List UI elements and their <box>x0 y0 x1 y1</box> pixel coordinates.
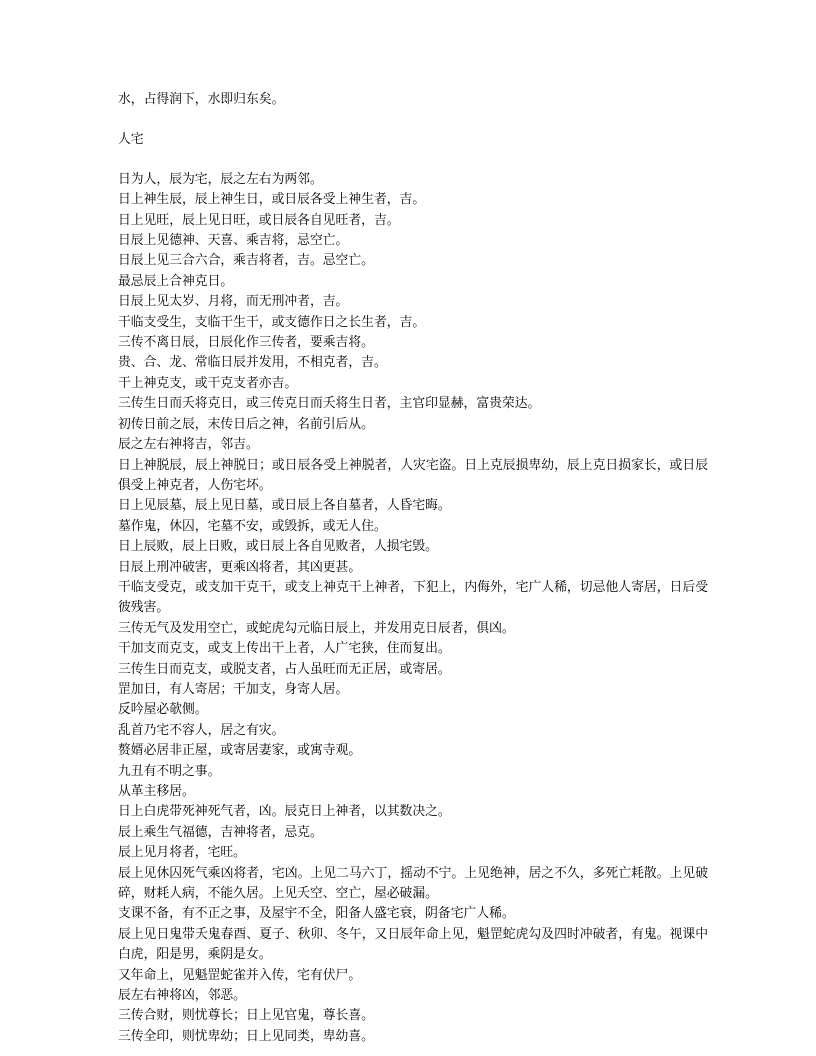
text-line: 日上见旺，辰上见日旺，或日辰各自见旺者，吉。 <box>118 212 400 228</box>
text-line: 干临支受生，支临干生干，或支德作日之长生者，吉。 <box>118 314 426 330</box>
body-text-block <box>118 170 708 1047</box>
text-line: 从革主移居。 <box>118 784 195 799</box>
text-line: 三传合财，则忧尊长；日上见官鬼，尊长喜。 <box>118 1008 374 1024</box>
text-line: 日辰上见三合六合，乘吉将者，吉。忌空亡。 <box>118 253 374 269</box>
text-line: 日上辰败，辰上日败，或日辰上各自见败者，人损宅毁。 <box>118 539 438 555</box>
text-line: 三传生日而夭将克日，或三传克日而夭将生日者，主官印显赫，富贵荣达。 <box>118 396 541 412</box>
text-line: 贵、合、龙、常临日辰并发用，不相克者，吉。 <box>118 355 387 371</box>
text-line: 干上神克支，或干克支者亦吉。 <box>118 375 298 391</box>
text-line: 日上神生辰，辰上神生日，或日辰各受上神生者，吉。 <box>118 192 426 208</box>
section-heading: 人宅 <box>118 132 144 148</box>
text-line: 日辰上刑冲破害，更乘凶将者，其凶更甚。 <box>118 559 362 575</box>
text-line: 日为人，辰为宅，辰之左右为两邻。 <box>118 171 323 187</box>
text-line: 辰上见休囚死气乘凶将者，宅凶。上见二马六丁，摇动不宁。上见绝神，居之不久，多死亡耗散。上见破碎，财耗人病，不能久居。上见夭空、空亡，屋必破漏。 <box>118 865 708 902</box>
text-line: 又年命上，见魁罡蛇雀并入传，宅有伏尸。 <box>118 967 362 983</box>
text-line: 九丑有不明之事。 <box>118 763 221 779</box>
text-line: 日上白虎带死神死气者，凶。辰克日上神者，以其数决之。 <box>118 804 451 820</box>
text-line: 墓作鬼，休囚，宅墓不安，或毁拆，或无人住。 <box>118 518 387 534</box>
text-line: 支课不备，有不正之事，及屋宇不全，阳备人盛宅衰，阴备宅广人稀。 <box>118 906 515 922</box>
text-line: 辰之左右神将吉，邻吉。 <box>118 437 259 453</box>
text-line: 初传日前之辰，末传日后之神，名前引后从。 <box>118 416 374 432</box>
spacer <box>118 110 708 130</box>
text-line: 辰上见月将者，宅旺。 <box>118 845 246 861</box>
text-line: 日辰上见太岁、月将，而无刑冲者，吉。 <box>118 294 349 310</box>
text-line: 赘婿必居非正屋，或寄居妻家，或寓寺观。 <box>118 743 362 759</box>
text-line: 三传不离日辰，日辰化作三传者，要乘吉将。 <box>118 335 374 351</box>
text-line: 三传全印，则忧卑幼；日上见同类，卑幼喜。 <box>118 1028 374 1044</box>
text-line: 乱首乃宅不容人，居之有灾。 <box>118 722 285 738</box>
text-line: 三传无气及发用空亡，或蛇虎勾元临日辰上，并发用克日辰者，俱凶。 <box>118 620 515 636</box>
text-line: 罡加日，有人寄居；干加支，身寄人居。 <box>118 681 349 697</box>
document-content <box>118 90 708 1047</box>
text-line: 干临支受克，或支加干克干，或支上神克干上神者，下犯上，内侮外，宅广人稀，切忌他人寄居，日后受彼残害。 <box>118 579 708 616</box>
text-line: 三传生日而克支，或脱支者，占人虽旺而无正居，或寄居。 <box>118 661 451 677</box>
text-line: 辰上见日鬼带夭鬼春酉、夏子、秋卯、冬午，又日辰年命上见，魁罡蛇虎勾及四时冲破者，有鬼。视课中白虎，阳是男，乘阴是女。 <box>118 926 708 963</box>
text-line: 日上见辰墓，辰上见日墓，或日辰上各自墓者，人昏宅晦。 <box>118 498 451 514</box>
text-line: 日辰上见德神、天喜、乘吉将，忌空亡。 <box>118 233 349 249</box>
spacer <box>118 151 708 170</box>
text-line: 反吟屋必欹侧。 <box>118 702 208 718</box>
text-line: 日上神脱辰，辰上神脱日；或日辰各受上神脱者，人灾宅盗。日上克辰损卑幼，辰上克日损家长，或日辰俱受上神克者，人伤宅坏。 <box>118 457 708 493</box>
text-line: 辰左右神将凶，邻恶。 <box>118 988 246 1004</box>
opening-line: 水，占得润下，水即归东矣。 <box>118 92 285 107</box>
text-line: 最忌辰上合神克日。 <box>118 273 234 289</box>
text-line: 辰上乘生气福德，吉神将者，忌克。 <box>118 824 323 840</box>
text-line: 干加支而克支，或支上传出干上者，人广宅狭，住而复出。 <box>118 641 451 657</box>
